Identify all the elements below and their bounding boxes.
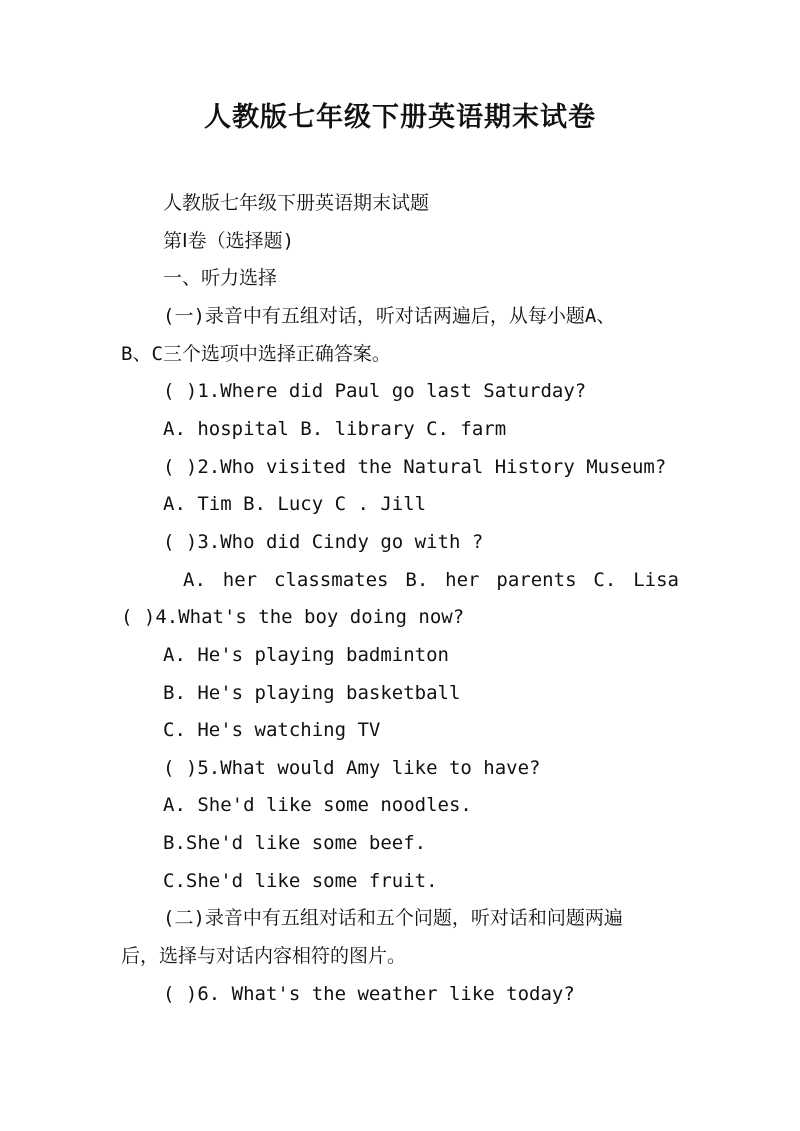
subtitle-line: 人教版七年级下册英语期末试题 [163,192,430,214]
section-heading: 第Ⅰ卷（选择题) [163,230,295,252]
question-6: ( )6. What's the weather like today? [163,983,575,1005]
question-5-option-b: B.She'd like some beef. [163,832,427,854]
question-4-option-c: C. He's watching TV [163,719,381,741]
question-5-option-a: A. She'd like some noodles. [163,794,472,816]
instruction-line-continued: 后，选择与对话内容相符的图片。 [121,945,407,967]
question-4-option-b: B. He's playing basketball [163,682,461,704]
question-1: ( )1.Where did Paul go last Saturday? [163,380,587,402]
question-2: ( )2.Who visited the Natural History Museum? [163,456,667,478]
question-3: ( )3.Who did Cindy go with ? [163,531,484,553]
question-4-option-a: A. He's playing badminton [163,644,449,666]
part-heading: 一、听力选择 [163,267,278,289]
question-5: ( )5.What would Amy like to have? [163,757,541,779]
instruction-line: (二)录音中有五组对话和五个问题，听对话和问题两遍 [163,907,623,929]
question-2-options: A. Tim B. Lucy C . Jill [163,493,427,515]
question-1-options: A. hospital B. library C. farm [163,418,507,440]
instruction-line: (一)录音中有五组对话，听对话两遍后，从每小题A、 [163,305,616,327]
page-title: 人教版七年级下册英语期末试卷 [204,102,596,133]
instruction-line-continued: B、C三个选项中选择正确答案。 [121,343,391,365]
question-4: ( )4.What's the boy doing now? [121,606,465,628]
question-5-option-c: C.She'd like some fruit. [163,870,438,892]
question-3-options: A. her classmates B. her parents C. Lisa [183,569,679,591]
